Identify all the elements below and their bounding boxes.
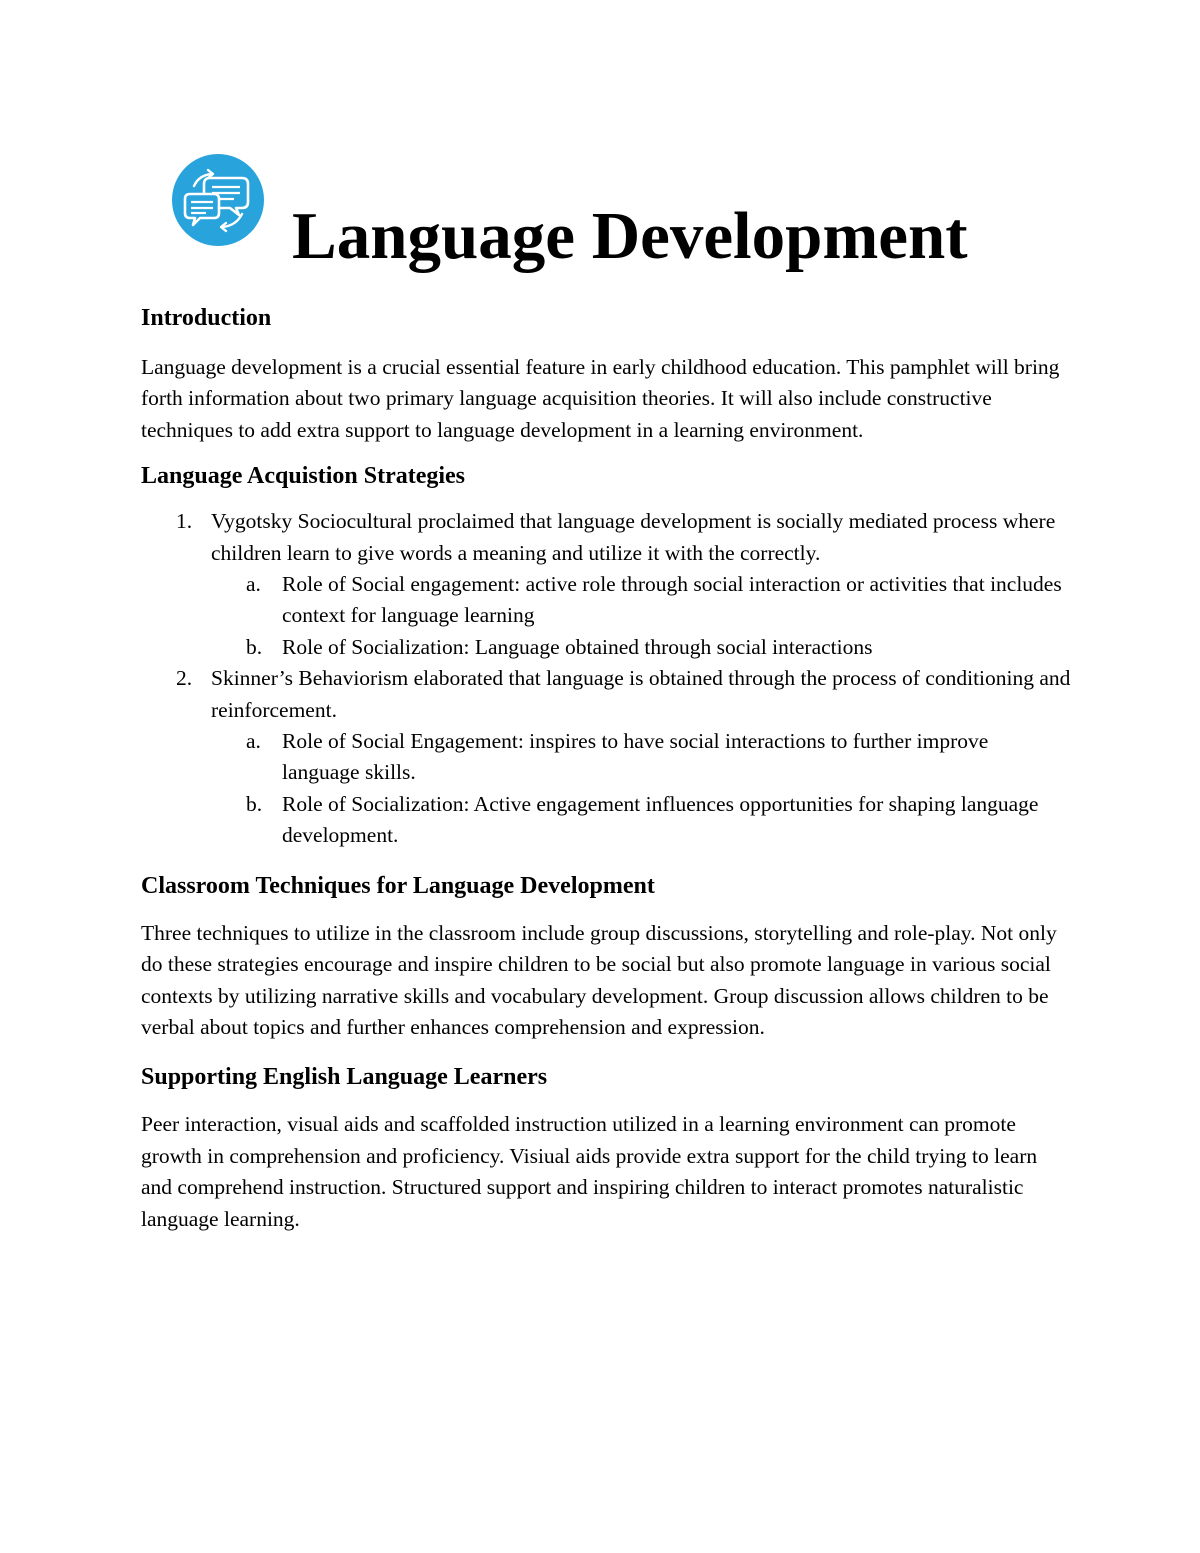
strategy-text: Skinner’s Behaviorism elaborated that language is obtained through the process of conditioning and reinforcement. <box>211 666 1071 722</box>
classroom-heading: Classroom Techniques for Language Development <box>141 872 655 899</box>
strategy-subitem <box>211 726 1071 789</box>
sublist-marker: b. <box>246 791 263 816</box>
classroom-paragraph: Three techniques to utilize in the classroom include group discussions, storytelling and role-play. Not only do these strategies encourage and inspire children to be social but also promote language in various social contexts by utilizing narrative skills and vocabulary development. Group discussion allows children to be verbal about topics and further enhances comprehension and expression. <box>141 920 1057 1039</box>
subitem-text: Role of Social engagement: active role through social interaction or activities that includes context for language learning <box>282 572 1062 628</box>
subitem-text: Role of Social Engagement: inspires to have social interactions to further improve language skills. <box>282 729 989 785</box>
strategy-subitem <box>211 789 1071 852</box>
introduction-paragraph: Language development is a crucial essential feature in early childhood education. This pamphlet will bring forth information about two primary language acquisition theories. It will also include constructive techniques to add extra support to language development in a learning environment. <box>141 355 1060 442</box>
subitem-text: Role of Socialization: Language obtained through social interactions <box>282 634 873 659</box>
strategy-item-vygotsky <box>141 506 1071 663</box>
speech-bubbles-logo-icon <box>172 154 264 246</box>
document-body <box>141 300 1071 1235</box>
strategy-item-skinner <box>141 663 1071 851</box>
sublist-marker: a. <box>246 572 261 597</box>
introduction-heading: Introduction <box>141 305 272 331</box>
strategy-subitem <box>211 632 1071 663</box>
strategy-subitem <box>211 569 1071 632</box>
sublist-marker: b. <box>246 634 263 659</box>
subitem-text: Role of Socialization: Active engagement influences opportunities for shaping language development. <box>282 791 1039 848</box>
strategies-heading: Language Acquistion Strategies <box>141 463 466 490</box>
sublist-marker: a. <box>246 729 261 754</box>
list-marker: 1. <box>176 509 193 534</box>
strategy-sublist <box>211 569 1071 663</box>
strategy-sublist <box>211 726 1071 852</box>
list-marker: 2. <box>176 666 193 691</box>
strategies-list <box>141 506 1071 851</box>
ell-paragraph: Peer interaction, visual aids and scaffolded instruction utilized in a learning environment can promote growth in comprehension and proficiency. Visiual aids provide extra support for the child trying to learn and comprehend instruction. Structured support and inspiring children to interact promotes naturalistic language learning. <box>141 1112 1038 1231</box>
strategy-text: Vygotsky Sociocultural proclaimed that language development is socially mediated process where children learn to give words a meaning and utilize it with the correctly. <box>211 509 1056 565</box>
document-title: Language Development <box>292 199 968 273</box>
ell-heading: Supporting English Language Learners <box>141 1064 548 1091</box>
